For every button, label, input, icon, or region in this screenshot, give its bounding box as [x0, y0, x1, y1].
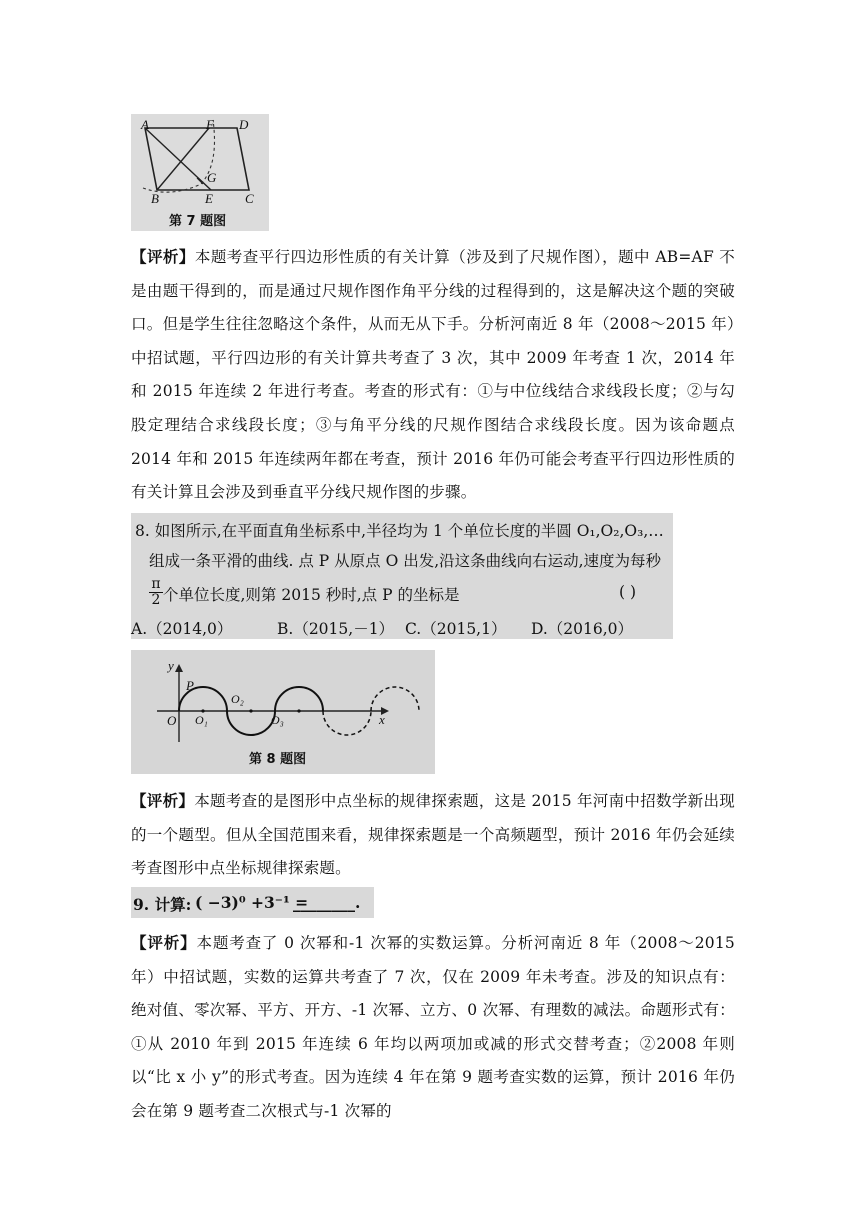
label-p: P [186, 678, 194, 693]
question-9-expression: ( −3)⁰ +3⁻¹ = [195, 893, 309, 912]
analysis-9-text: 本题考查了 0 次幂和-1 次幂的实数运算。分析河南近 8 年（2008～2015 年）中招试题，实数的运算共考查了 7 次，仅在 2009 年未考查。涉及的知识点有：绝对值、零次幂、平方、开方、-1 次幂、立方、0 次幂、有理数的减法。命题形式有：①从 2010 年到 2015 年连续 6 年均以两项加或减的形式交替考查；②2008 年则以“比 x 小 y”的形式考查。因为连续 4 年在第 9 题考查实数的运算，预计 2016 年仍会在第 9 题考查二次根式与-1 次幂的 [131, 934, 735, 1120]
question-9 [131, 887, 374, 918]
analysis-tag: 【评析】 [131, 247, 195, 266]
label-c: C [245, 191, 254, 206]
label-x: x [379, 712, 385, 727]
label-d: D [239, 117, 249, 132]
option-a: A.（2014,0） [131, 620, 233, 638]
label-b: B [151, 191, 159, 206]
option-c: C.（2015,1） [405, 620, 507, 638]
label-o1: O₁ [195, 713, 208, 727]
question-8-line3: 个单位长度,则第 2015 秒时,点 P 的坐标是 [163, 586, 460, 604]
figure-7-caption: 第 7 题图 [169, 214, 227, 229]
label-o2: O₂ [231, 692, 244, 706]
fraction-numerator: π [149, 577, 163, 593]
label-y: y [168, 658, 174, 673]
figure-7 [131, 114, 269, 231]
fraction-denominator: 2 [151, 592, 161, 608]
analysis-8-text: 本题考查的是图形中点坐标的规律探索题，这是 2015 年河南中招数学新出现的一个题型。但从全国范围来看，规律探索题是一个高频题型，预计 2016 年仍会延续考查图形中点坐标规律探索题。 [131, 792, 735, 878]
question-8-line1: 8. 如图所示,在平面直角坐标系中,半径均为 1 个单位长度的半圆 O₁,O₂,O₃,… [135, 522, 664, 540]
analysis-8 [131, 784, 735, 886]
label-f: F [206, 117, 214, 132]
analysis-7 [131, 240, 735, 510]
label-e: E [205, 191, 213, 206]
figure-8 [131, 650, 435, 774]
question-8-line2: 组成一条平滑的曲线. 点 P 从原点 O 出发,沿这条曲线向右运动,速度为每秒 [149, 552, 662, 570]
label-a: A [141, 117, 149, 132]
question-8-fraction [149, 577, 163, 608]
label-g: G [207, 170, 217, 185]
analysis-7-text: 本题考查平行四边形性质的有关计算（涉及到了尺规作图），题中 AB=AF 不是由题干得到的，而是通过尺规作图作角平分线的过程得到的，这是解决这个题的突破口。但是学生往往忽略这个条件，从而无从下手。分析河南近 8 年（2008～2015 年）中招试题，平行四边形的有关计算共考查了 3 次，其中 2009 年考查 1 次，2014 年和 2015 年连续 2 年进行考查。考查的形式有：①与中位线结合求线段长度；②与勾股定理结合求线段长度；③与角平分线的尺规作图结合求线段长度。因为该命题点 2014 年和 2015 年连续两年都在考查，预计 2016 年仍可能会考查平行四边形性质的有关计算且会涉及到垂直平分线尺规作图的步骤。 [131, 248, 735, 502]
label-o3: O₃ [271, 713, 284, 727]
option-b: B.（2015,－1） [277, 620, 395, 638]
analysis-9 [131, 926, 735, 1129]
analysis-tag: 【评析】 [131, 791, 195, 810]
label-o: O [167, 713, 177, 728]
question-9-prefix: 9. 计算: [133, 895, 192, 914]
option-d: D.（2016,0） [531, 620, 634, 638]
question-9-blank: ________. [293, 893, 361, 912]
analysis-tag: 【评析】 [131, 933, 197, 952]
answer-paren: ( ) [619, 583, 637, 601]
figure-8-caption: 第 8 题图 [249, 752, 307, 767]
question-8 [131, 513, 673, 639]
